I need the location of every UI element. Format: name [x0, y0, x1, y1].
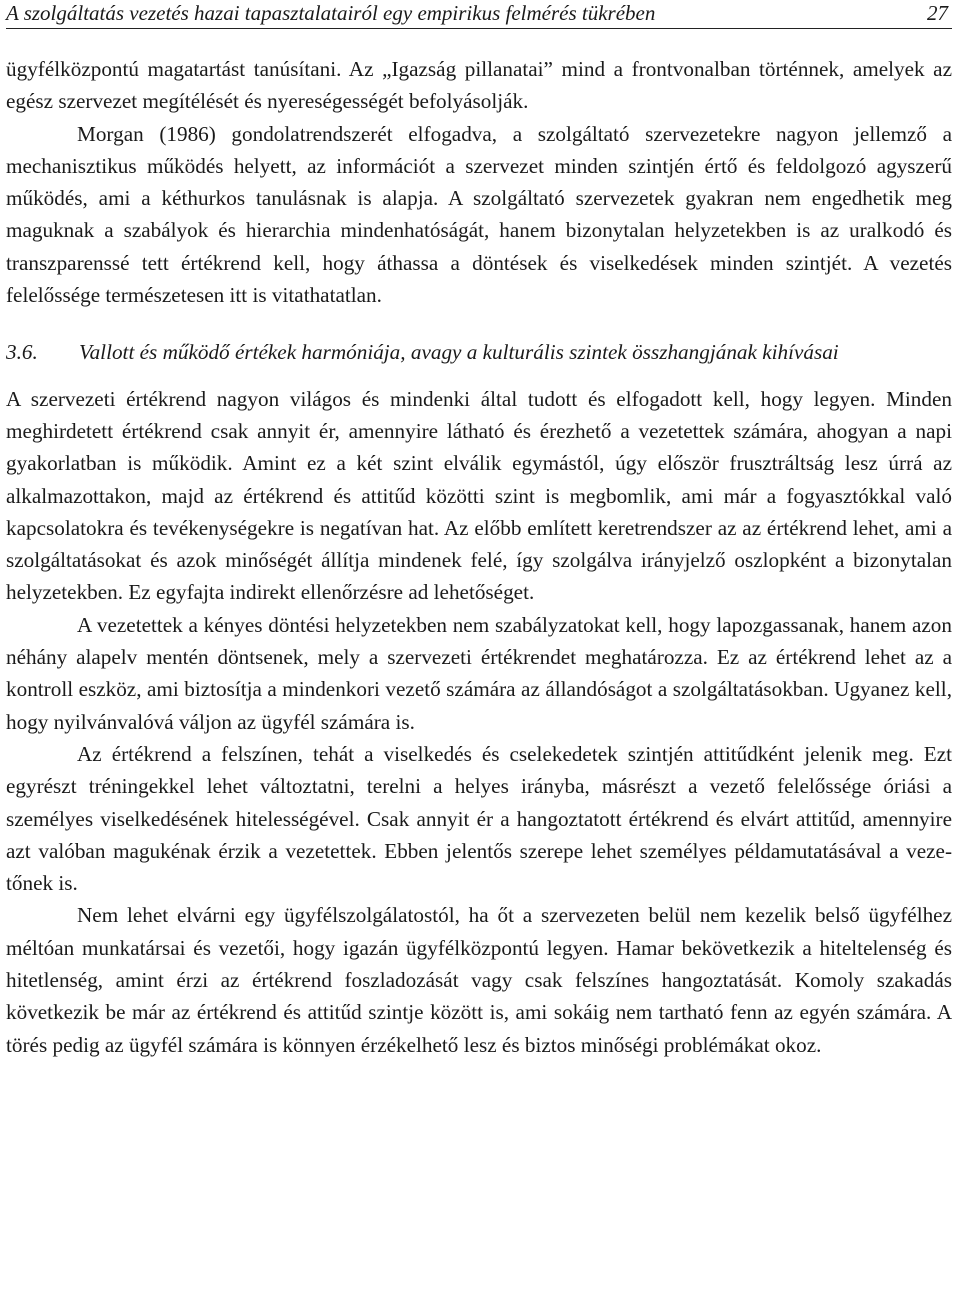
paragraph: A szervezeti értékrend nagyon világos és mindenki által tudott és elfogadott kell, hogy legyen. Minden meghirdetett értékrend csak annyit ér, amennyire látható és érezhető a vezetettek számára, ahogyan a napi gyakorlatban is működik. Amint ez a két szint elválik egymástól, úgy először frusztráltság lesz úrrá az alkalmazottakon, majd az értékrend és attitűd közötti szint is megbomlik, ami már a fogyasztókkal való kapcsolatokra és tevékenységekre is negatívan hat. Az előbb említett keretrendszer az az értékrend lehet, ami a szolgáltatásokat és azok minőségét állítja mindenek felé, így szolgálva irányjelző oszlopként a bizonytalan helyzetekben. Ez egyfajta indirekt ellenőrzésre ad lehetőséget. [6, 386, 952, 605]
running-header [6, 0, 952, 29]
section-heading [6, 336, 952, 368]
section-title: Vallott és működő értékek harmóniája, avagy a kulturális szintek összhangjának kihívásai [79, 340, 839, 365]
paragraph: A vezetettek a kényes döntési helyzetekben nem szabályzatokat kell, hogy lapozgassanak, hanem azon néhány alapelv mentén döntsenek, mely a szervezeti értékrendet meghatározza. Ez az értékrend lehet az a kontroll eszköz, ami biztosítja a mindenkori vezető számára az állandóságot a szolgáltatásokban. Ugyanez kell, hogy nyilvánvalóvá váljon az ügyfél számára is. [6, 612, 952, 734]
paragraph: ügyfélközpontú magatartást tanúsítani. Az „Igazság pillanatai” mind a frontvonalban történnek, amelyek az egész szervezet megítélését és nyereségességét befolyásolják. [6, 57, 952, 114]
paragraph: Az értékrend a felszínen, tehát a viselkedés és cselekedetek szintjén attitűdként jelenik meg. Ezt egyrészt tréningekkel lehet változtatni, terelni a helyes irányba, másrészt a vezető felelőssége óriási a személyes viselkedésének hitelességével. Csak annyit ér a hangoztatott értékrend és elvárt attitűd, amennyire azt valóban magukénak érzik a vezetettek. Ebben jelentős szerepe lehet személyes példamutatásával a vezetőnek is. [6, 741, 952, 896]
document-page [6, 0, 952, 1061]
body-text [6, 53, 952, 1061]
running-header-title: A szolgáltatás vezetés hazai tapasztalatairól egy empirikus felmérés tükrében [6, 1, 656, 25]
paragraph: Nem lehet elvárni egy ügyfélszolgálatostól, ha őt a szervezeten belül nem kezelik belső ügyfélhez méltóan munkatársai és vezetői, hogy igazán ügyfélközpontú legyen. Hamar bekövetkezik a hiteltelenség és hitetlenség, amint érzi az értékrend foszladozását vagy csak felszínes hangoztatását. Komoly szakadás következik be már az értékrend és attitűd szintje között is, ami sokáig nem tartható fenn az egyén számára. A törés pedig az ügyfél számára is könnyen érzékelhető lesz és biztos minőségi problémákat okoz. [6, 903, 952, 1057]
paragraph: Morgan (1986) gondolatrendszerét elfogadva, a szolgáltató szervezetekre nagyon jellemző a mechanisztikus működés helyett, az információt a szervezet minden szintjén értő és feldolgozó agyszerű működés, ami a kéthurkos tanulásnak is alapja. A szolgáltató szervezetek gyakran nem engedhetik meg maguknak a szabályok és hierarchia mindenhatóságát, hanem bizonytalan helyzetekben is az uralkodó és transzparenssé tett értékrend kell, hogy áthassa a döntések és viselkedések minden szintjét. A vezetés felelőssége természetesen itt is vitathatatlan. [6, 121, 952, 308]
section-number: 3.6. [6, 340, 38, 365]
page-number: 27 [927, 1, 948, 25]
